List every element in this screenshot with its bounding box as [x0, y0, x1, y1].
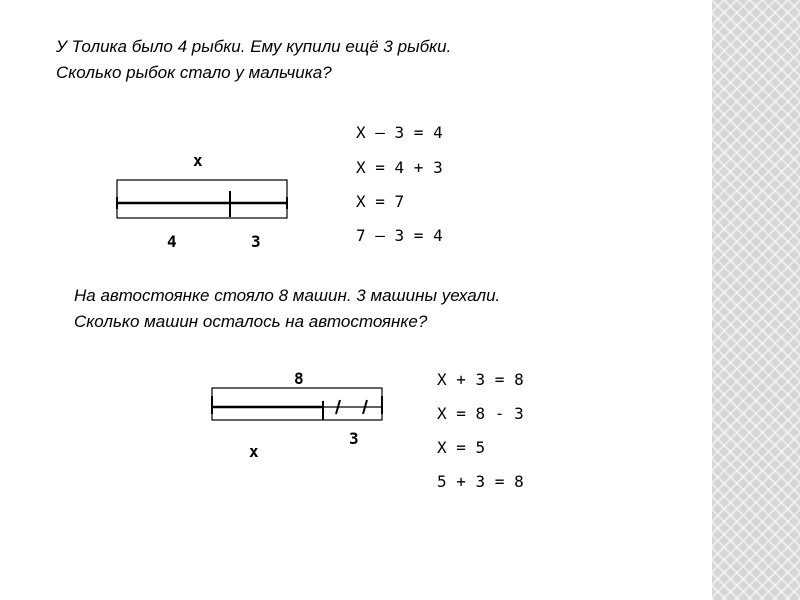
problem1-equation-3: X = 7: [356, 192, 405, 211]
problem2-equation-4: 5 + 3 = 8: [437, 472, 524, 491]
problem1-equation-1: X – 3 = 4: [356, 123, 443, 142]
problem2-bottom-left-label: x: [249, 442, 259, 461]
problem2-equation-3: X = 5: [437, 438, 486, 457]
problem1-equation-2: X = 4 + 3: [356, 158, 443, 177]
problem1-text: [56, 34, 451, 86]
problem1-top-label: x: [193, 151, 203, 170]
decorative-sidebar: [712, 0, 800, 600]
problem2-equation-2: X = 8 - 3: [437, 404, 524, 423]
problem2-text: [74, 283, 500, 335]
problem1-right-label: 3: [251, 232, 261, 251]
problem2-equation-1: X + 3 = 8: [437, 370, 524, 389]
problem1-line2: Сколько рыбок стало у мальчика?: [56, 63, 332, 82]
problem1-segment-diagram: [110, 175, 295, 225]
problem1-left-label: 4: [167, 232, 177, 251]
problem2-segment-diagram: [205, 383, 390, 425]
problem2-line2: Сколько машин осталось на автостоянке?: [74, 312, 428, 331]
problem1-line1: У Толика было 4 рыбки. Ему купили ещё 3 рыбки.: [56, 37, 452, 56]
problem2-top-label: 8: [294, 369, 304, 388]
problem1-whole-bar: [117, 180, 287, 218]
problem1-equation-4: 7 – 3 = 4: [356, 226, 443, 245]
problem2-bottom-right-label: 3: [349, 429, 359, 448]
problem2-line1: На автостоянке стояло 8 машин. 3 машины уехали.: [74, 286, 501, 305]
problem2-whole-bar: [212, 388, 382, 420]
